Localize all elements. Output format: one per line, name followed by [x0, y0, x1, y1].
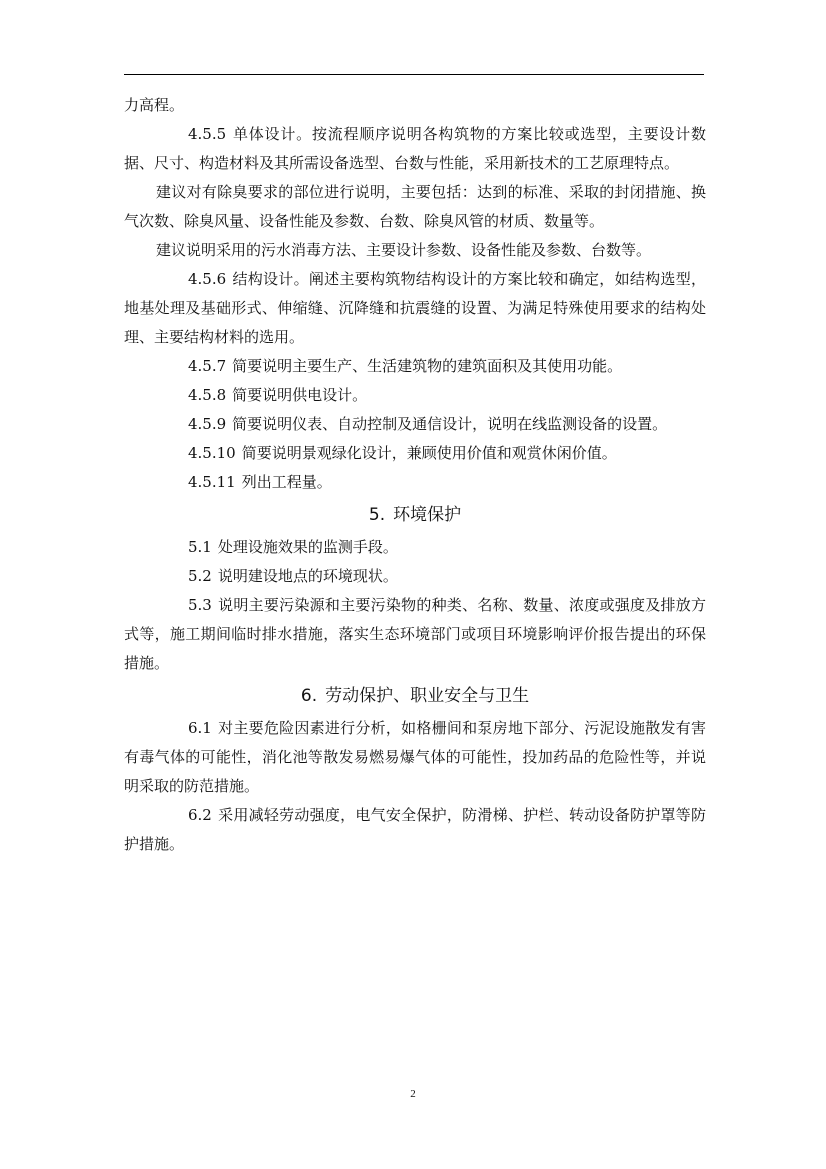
paragraph — [124, 439, 706, 468]
header-rule — [124, 74, 704, 75]
clause-number: 4.5.11 — [188, 473, 236, 491]
paragraph-text: 说明建设地点的环境现状。 — [217, 567, 398, 585]
paragraph — [124, 236, 706, 265]
paragraph-text: 简要说明主要生产、生活建筑物的建筑面积及其使用功能。 — [232, 357, 623, 375]
section-4-5-continued — [124, 91, 706, 497]
paragraph-text: 对主要危险因素进行分析，如格栅间和泵房地下部分、污泥设施散发有害有毒气体的可能性，消化池等散发易燃易爆气体的可能性，投加药品的危险性等，并说明采取的防范措施。 — [124, 719, 706, 795]
paragraph — [124, 265, 706, 352]
section-6-number: 6. — [300, 686, 318, 706]
paragraph-text: 简要说明仪表、自动控制及通信设计，说明在线监测设备的设置。 — [232, 415, 668, 433]
paragraph — [124, 120, 706, 178]
section-6-body — [124, 714, 706, 859]
section-5-heading — [124, 500, 706, 530]
paragraph — [124, 352, 706, 381]
paragraph — [124, 562, 706, 591]
clause-number: 6.2 — [188, 806, 212, 824]
clause-number: 4.5.10 — [188, 444, 236, 462]
paragraph — [124, 591, 706, 678]
paragraph-text: 结构设计。阐述主要构筑物结构设计的方案比较和确定，如结构选型，地基处理及基础形式、伸缩缝、沉降缝和抗震缝的设置、为满足特殊使用要求的结构处理、主要结构材料的选用。 — [124, 270, 706, 346]
section-6-heading — [124, 681, 706, 711]
document-body — [124, 91, 706, 859]
paragraph-text: 建议说明采用的污水消毒方法、主要设计参数、设备性能及参数、台数等。 — [156, 241, 652, 259]
paragraph-text: 力高程。 — [124, 96, 185, 114]
section-6-title: 劳动保护、职业安全与卫生 — [325, 686, 530, 706]
clause-number: 4.5.6 — [188, 270, 227, 288]
paragraph — [124, 91, 706, 120]
paragraph — [124, 468, 706, 497]
clause-number: 6.1 — [188, 719, 212, 737]
paragraph — [124, 533, 706, 562]
clause-number: 5.2 — [188, 567, 212, 585]
page-number: 2 — [410, 1088, 416, 1100]
paragraph-text: 处理设施效果的监测手段。 — [217, 538, 398, 556]
paragraph-text: 列出工程量。 — [241, 473, 332, 491]
paragraph — [124, 410, 706, 439]
clause-number: 4.5.7 — [188, 357, 227, 375]
section-5-number: 5. — [368, 505, 386, 525]
clause-number: 4.5.8 — [188, 386, 227, 404]
paragraph — [124, 801, 706, 859]
paragraph-text: 简要说明供电设计。 — [232, 386, 368, 404]
paragraph — [124, 714, 706, 801]
clause-number: 5.3 — [188, 596, 212, 614]
clause-number: 4.5.5 — [188, 125, 227, 143]
paragraph-text: 建议对有除臭要求的部位进行说明，主要包括：达到的标准、采取的封闭措施、换气次数、除臭风量、设备性能及参数、台数、除臭风管的材质、数量等。 — [124, 183, 706, 230]
section-5-title: 环境保护 — [393, 505, 462, 525]
paragraph — [124, 381, 706, 410]
paragraph-text: 简要说明景观绿化设计，兼顾使用价值和观赏休闲价值。 — [241, 444, 617, 462]
paragraph-text: 说明主要污染源和主要污染物的种类、名称、数量、浓度或强度及排放方式等，施工期间临时排水措施，落实生态环境部门或项目环境影响评价报告提出的环保措施。 — [124, 596, 706, 672]
clause-number: 5.1 — [188, 538, 212, 556]
paragraph-text: 单体设计。按流程顺序说明各构筑物的方案比较或选型，主要设计数据、尺寸、构造材料及其所需设备选型、台数与性能，采用新技术的工艺原理特点。 — [124, 125, 706, 172]
paragraph-text: 采用减轻劳动强度，电气安全保护，防滑梯、护栏、转动设备防护罩等防护措施。 — [124, 806, 706, 853]
paragraph — [124, 178, 706, 236]
section-5-body — [124, 533, 706, 678]
clause-number: 4.5.9 — [188, 415, 227, 433]
